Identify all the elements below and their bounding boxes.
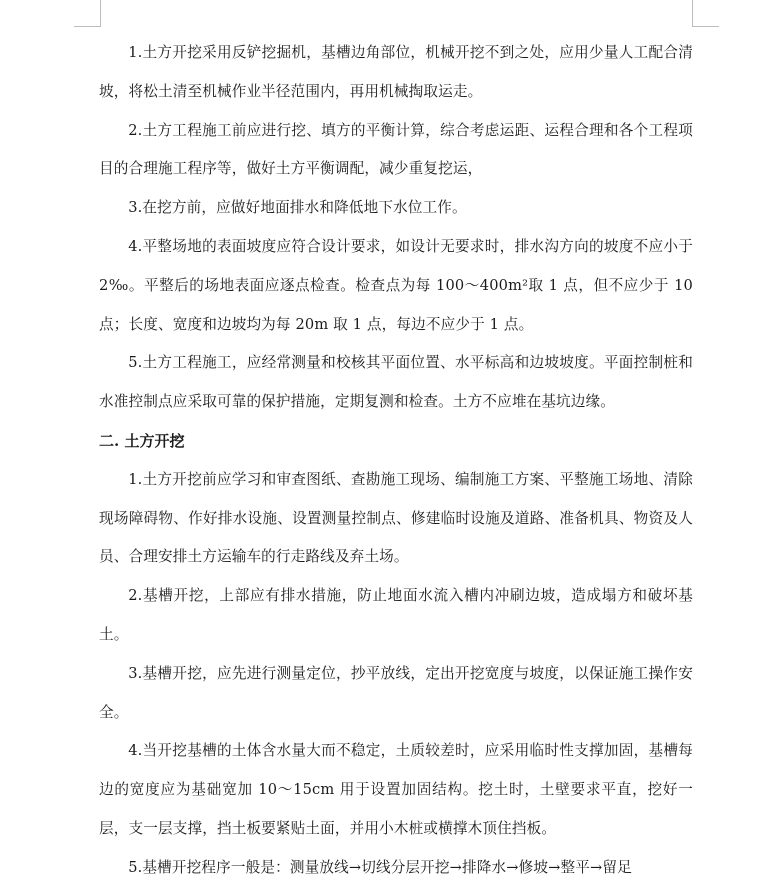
paragraph-1: 1.土方开挖采用反铲挖掘机，基槽边角部位，机械开挖不到之处，应用少量人工配合清坡，将松土清至机械作业半径范围内，再用机械掏取运走。 (99, 44, 693, 100)
paragraph-9: 4.当开挖基槽的土体含水量大而不稳定，土质较差时，应采用临时性支撑加固，基槽每边的宽度应为基础宽加 10～15cm 用于设置加固结构。挖土时，土壁要求平直，挖好一层，支一层支撑，挡土板要紧贴土面，并用小木桩或横撑木顶住挡板。 (99, 742, 693, 837)
paragraph-10: 5.基槽开挖程序一般是：测量放线→切线分层开挖→排降水→修坡→整平→留足 (128, 858, 632, 876)
paragraph-5: 5.土方工程施工，应经常测量和校核其平面位置、水平标高和边坡坡度。平面控制桩和水准控制点应采取可靠的保护措施，定期复测和检查。土方不应堆在基坑边缘。 (99, 354, 693, 411)
section-heading: 二. 土方开挖 (99, 431, 185, 450)
paragraph-2: 2.土方工程施工前应进行挖、填方的平衡计算，综合考虑运距、运程合理和各个工程项目的合理施工程序等，做好土方平衡调配，减少重复挖运， (99, 121, 693, 178)
paragraph-6: 1.土方开挖前应学习和审查图纸、查勘施工现场、编制施工方案、平整施工场地、清除现场障碍物、作好排水设施、设置测量控制点、修建临时设施及道路、准备机具、物资及人员、合理安排土方运输车的行走路线及弃土场。 (99, 470, 693, 566)
paragraph-7: 2.基槽开挖，上部应有排水措施，防止地面水流入槽内冲刷边坡，造成塌方和破坏基土。 (99, 587, 693, 643)
paragraph-3: 3.在挖方前，应做好地面排水和降低地下水位工作。 (128, 199, 467, 217)
paragraph-8: 3.基槽开挖，应先进行测量定位，抄平放线，定出开挖宽度与坡度，以保证施工操作安全。 (99, 664, 693, 721)
page-corner-mark-right (692, 0, 719, 27)
page-corner-mark-left (74, 0, 101, 27)
document-body (99, 34, 693, 880)
paragraph-4: 4.平整场地的表面坡度应符合设计要求，如设计无要求时，排水沟方向的坡度不应小于 2‰。平整后的场地表面应逐点检查。检查点为每 100～400m²取 1 点，但不应少于 10 点；长度、宽度和边坡均为每 20m 取 1 点，每边不应少于 1 点。 (99, 237, 693, 333)
